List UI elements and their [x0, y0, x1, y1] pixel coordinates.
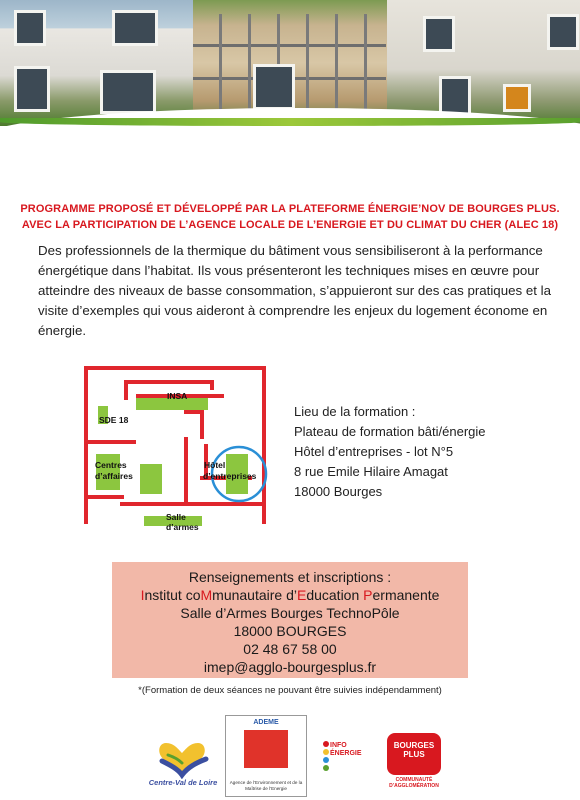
plus-word: PLUS	[403, 750, 425, 759]
initial-letter: E	[296, 587, 307, 603]
location-building: Hôtel d’entreprises - lot N°5	[294, 444, 454, 459]
centres-affaires-building	[140, 464, 162, 494]
window	[547, 14, 579, 50]
bourges-plus-name	[387, 741, 441, 759]
map-label-sde: SDE 18	[99, 415, 129, 425]
map-label-hotel-2: d’entreprises	[203, 471, 257, 481]
window	[253, 64, 295, 110]
map-label-centres-2: d’affaires	[95, 471, 133, 481]
institute-text: munautaire d’	[212, 587, 297, 603]
program-title-line-1: PROGRAMME PROPOSÉ ET DÉVELOPPÉ PAR LA PLATEFORME ÉNERGIE’NOV DE BOURGES PLUS.	[20, 203, 560, 215]
info-word: INFO	[330, 742, 347, 749]
map-label-hotel-1: Hôtel	[204, 460, 226, 470]
contact-city: 18000 BOURGES	[233, 623, 347, 639]
location-heading: Lieu de la formation :	[294, 404, 416, 419]
footnote: *(Formation de deux séances ne pouvant être suivies indépendamment)	[138, 685, 442, 696]
institute-text: ducation	[306, 587, 364, 603]
cvl-heart	[159, 743, 205, 773]
institute-text: nstitut co	[144, 587, 201, 603]
house-photo-before	[0, 0, 193, 126]
window	[100, 70, 156, 114]
bourges-plus-subtitle: COMMUNAUTÉ D’AGGLOMÉRATION	[389, 777, 439, 789]
window	[112, 10, 158, 46]
decorative-green-band	[0, 118, 580, 126]
window	[14, 10, 46, 46]
program-title-line-2: AVEC LA PARTICIPATION DE L’AGENCE LOCALE DE L’ENERGIE ET DU CLIMAT DU CHER (ALEC 18)	[21, 219, 559, 231]
intro-paragraph: Des professionnels de la thermique du bâtiment vous sensibiliseront à la performance énergétique dans l’habitat. Ils vous présenteront les techniques mises en œuvre pour atteindre des niveaux de basse consommation, s’appuieront sur des cas pratiques et la visite d’exemples qui vous aideront à comprendre les enjeux du logement économe en énergie.	[38, 243, 551, 338]
map-label-salle-2: d’armes	[166, 522, 199, 532]
contact-box	[112, 562, 468, 678]
site-map	[82, 362, 272, 532]
initial-letter: P	[363, 587, 373, 603]
location-city: 18000 Bourges	[294, 484, 383, 499]
window	[423, 16, 455, 52]
ademe-subtitle: Agence de l’Environnement et de la Maîtrise de l’Energie	[229, 780, 303, 791]
decorative-swoosh	[0, 108, 580, 168]
bourges-plus-logo	[387, 727, 441, 791]
ademe-logo	[225, 715, 307, 797]
house-photo-after	[387, 0, 580, 126]
bourges-word: BOURGES	[393, 741, 435, 750]
site-map-drawing	[82, 362, 272, 527]
contact-email[interactable]: imep@agglo-bourgesplus.fr	[203, 659, 377, 675]
location-street: 8 rue Emile Hilaire Amagat	[294, 464, 448, 479]
initial-letter: I	[140, 587, 145, 603]
map-road	[186, 412, 202, 437]
institute-text: ermanente	[372, 587, 440, 603]
ademe-title: ADEME	[253, 719, 279, 726]
info-energie-logo	[320, 738, 380, 778]
window	[14, 66, 50, 112]
initial-letter: M	[200, 587, 213, 603]
contact-institute	[112, 586, 468, 604]
location-venue: Plateau de formation bâti/énergie	[294, 424, 486, 439]
ademe-emblem	[244, 730, 288, 768]
contact-heading: Renseignements et inscriptions :	[188, 569, 392, 585]
energie-word: ÉNERGIE	[330, 750, 362, 757]
contact-phone[interactable]: 02 48 67 58 00	[243, 641, 337, 657]
centre-val-de-loire-logo	[148, 735, 218, 787]
map-label-centres-1: Centres	[95, 460, 127, 470]
cvl-label: Centre-Val de Loire	[148, 778, 218, 787]
map-label-salle-1: Salle	[166, 512, 186, 522]
info-energie-text	[330, 742, 362, 758]
cvl-emblem	[148, 735, 218, 779]
window-lit	[503, 84, 531, 112]
contact-address: Salle d’Armes Bourges TechnoPôle	[180, 605, 400, 621]
map-label-insa: INSA	[167, 391, 188, 401]
training-location	[294, 402, 486, 502]
